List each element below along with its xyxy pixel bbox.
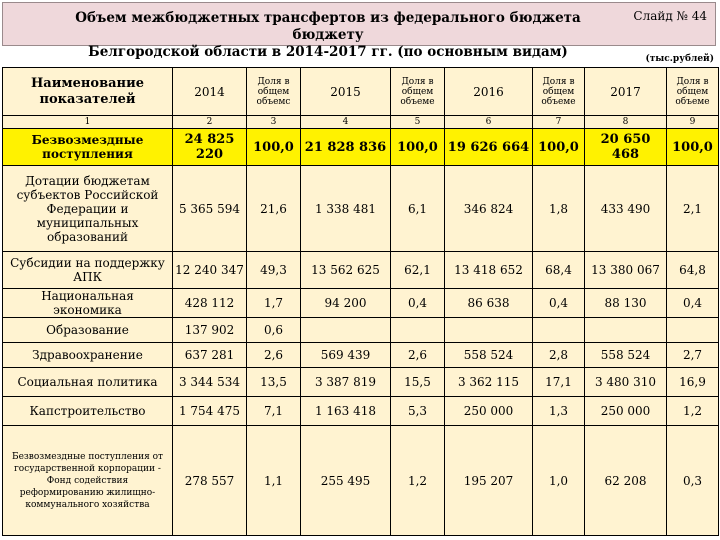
cell-share-2016 <box>533 318 585 343</box>
cell-share-2015: 2,6 <box>391 343 445 368</box>
col-number: 2 <box>173 116 247 129</box>
cell-share-2016: 0,4 <box>533 289 585 318</box>
cell-2017 <box>585 318 667 343</box>
cell-share-2014: 49,3 <box>247 252 301 289</box>
cell-share-2017: 0,4 <box>667 289 719 318</box>
table-row <box>3 318 719 343</box>
col-number: 1 <box>3 116 173 129</box>
cell-share-2014: 100,0 <box>247 129 301 166</box>
cell-2015: 255 495 <box>301 426 391 536</box>
col-number: 9 <box>667 116 719 129</box>
cell-share-2015: 0,4 <box>391 289 445 318</box>
transfers-table <box>2 67 719 536</box>
column-number-row <box>3 116 719 129</box>
cell-share-2017 <box>667 318 719 343</box>
cell-2017: 13 380 067 <box>585 252 667 289</box>
cell-2017: 250 000 <box>585 397 667 426</box>
col-number: 4 <box>301 116 391 129</box>
cell-2016: 19 626 664 <box>445 129 533 166</box>
row-name: Здравоохранение <box>3 343 173 368</box>
cell-2014: 637 281 <box>173 343 247 368</box>
cell-share-2016: 1,0 <box>533 426 585 536</box>
cell-2016: 195 207 <box>445 426 533 536</box>
row-name: Безвозмездные поступления <box>3 129 173 166</box>
cell-2015 <box>301 318 391 343</box>
cell-2017: 3 480 310 <box>585 368 667 397</box>
header-2017: 2017 <box>585 68 667 116</box>
cell-2016: 13 418 652 <box>445 252 533 289</box>
cell-share-2015: 62,1 <box>391 252 445 289</box>
row-name: Безвозмездные поступления от государственной корпорации - Фонд содействия реформированию жилищно-коммунального хозяйства <box>3 426 173 536</box>
cell-2015: 1 163 418 <box>301 397 391 426</box>
cell-2014: 278 557 <box>173 426 247 536</box>
cell-share-2015: 1,2 <box>391 426 445 536</box>
cell-2015: 1 338 481 <box>301 166 391 252</box>
cell-2014: 24 825 220 <box>173 129 247 166</box>
header-share-2014: Доля в общем объемс <box>247 68 301 116</box>
cell-share-2016: 1,3 <box>533 397 585 426</box>
cell-2016 <box>445 318 533 343</box>
cell-share-2015: 100,0 <box>391 129 445 166</box>
header-share-2015: Доля в общем объеме <box>391 68 445 116</box>
cell-2016: 3 362 115 <box>445 368 533 397</box>
cell-share-2017: 64,8 <box>667 252 719 289</box>
slide-title-line-2: Белгородской области в 2014-2017 гг. (по основным видам) <box>88 44 568 60</box>
cell-2014: 12 240 347 <box>173 252 247 289</box>
slide-title <box>43 10 613 61</box>
row-name: Дотации бюджетам субъектов Российской Федерации и муниципальных образований <box>3 166 173 252</box>
cell-2016: 558 524 <box>445 343 533 368</box>
table-row <box>3 397 719 426</box>
cell-share-2016: 100,0 <box>533 129 585 166</box>
cell-share-2016: 1,8 <box>533 166 585 252</box>
header-row <box>3 68 719 116</box>
cell-share-2015: 15,5 <box>391 368 445 397</box>
cell-2017: 433 490 <box>585 166 667 252</box>
table-row <box>3 289 719 318</box>
cell-share-2015: 6,1 <box>391 166 445 252</box>
cell-2014: 5 365 594 <box>173 166 247 252</box>
cell-2014: 1 754 475 <box>173 397 247 426</box>
cell-2016: 250 000 <box>445 397 533 426</box>
cell-2014: 428 112 <box>173 289 247 318</box>
header-name: Наименование показателей <box>3 68 173 116</box>
cell-2015: 3 387 819 <box>301 368 391 397</box>
table-row <box>3 252 719 289</box>
header-2014: 2014 <box>173 68 247 116</box>
cell-2016: 86 638 <box>445 289 533 318</box>
cell-share-2017: 16,9 <box>667 368 719 397</box>
col-number: 8 <box>585 116 667 129</box>
table-row <box>3 368 719 397</box>
header-share-2016: Доля в общем объеме <box>533 68 585 116</box>
cell-share-2014: 1,7 <box>247 289 301 318</box>
cell-share-2015: 5,3 <box>391 397 445 426</box>
col-number: 6 <box>445 116 533 129</box>
row-name: Капстроительство <box>3 397 173 426</box>
cell-share-2016: 2,8 <box>533 343 585 368</box>
table-row <box>3 129 719 166</box>
cell-2015: 94 200 <box>301 289 391 318</box>
cell-share-2014: 1,1 <box>247 426 301 536</box>
row-name: Национальная экономика <box>3 289 173 318</box>
cell-2017: 88 130 <box>585 289 667 318</box>
cell-share-2014: 13,5 <box>247 368 301 397</box>
header-2016: 2016 <box>445 68 533 116</box>
slide-title-line-1: Объем межбюджетных трансфертов из федерального бюджета бюджету <box>75 10 581 43</box>
cell-2015: 569 439 <box>301 343 391 368</box>
row-name: Образование <box>3 318 173 343</box>
cell-2014: 137 902 <box>173 318 247 343</box>
row-name: Социальная политика <box>3 368 173 397</box>
cell-2017: 62 208 <box>585 426 667 536</box>
row-name: Субсидии на поддержку АПК <box>3 252 173 289</box>
col-number: 5 <box>391 116 445 129</box>
cell-2017: 20 650 468 <box>585 129 667 166</box>
cell-2017: 558 524 <box>585 343 667 368</box>
table-row <box>3 426 719 536</box>
cell-2014: 3 344 534 <box>173 368 247 397</box>
cell-share-2017: 2,7 <box>667 343 719 368</box>
table-row <box>3 343 719 368</box>
table-row <box>3 166 719 252</box>
header-share-2017: Доля в общем объеме <box>667 68 719 116</box>
header-2015: 2015 <box>301 68 391 116</box>
cell-share-2017: 1,2 <box>667 397 719 426</box>
cell-share-2014: 21,6 <box>247 166 301 252</box>
col-number: 7 <box>533 116 585 129</box>
cell-2015: 21 828 836 <box>301 129 391 166</box>
cell-share-2017: 0,3 <box>667 426 719 536</box>
cell-share-2017: 2,1 <box>667 166 719 252</box>
cell-share-2016: 68,4 <box>533 252 585 289</box>
slide-number: Слайд № 44 <box>633 9 707 23</box>
cell-share-2016: 17,1 <box>533 368 585 397</box>
cell-2016: 346 824 <box>445 166 533 252</box>
col-number: 3 <box>247 116 301 129</box>
cell-share-2015 <box>391 318 445 343</box>
cell-share-2014: 0,6 <box>247 318 301 343</box>
cell-2015: 13 562 625 <box>301 252 391 289</box>
cell-share-2017: 100,0 <box>667 129 719 166</box>
cell-share-2014: 7,1 <box>247 397 301 426</box>
cell-share-2014: 2,6 <box>247 343 301 368</box>
units-label: (тыс.рублей) <box>645 54 714 64</box>
